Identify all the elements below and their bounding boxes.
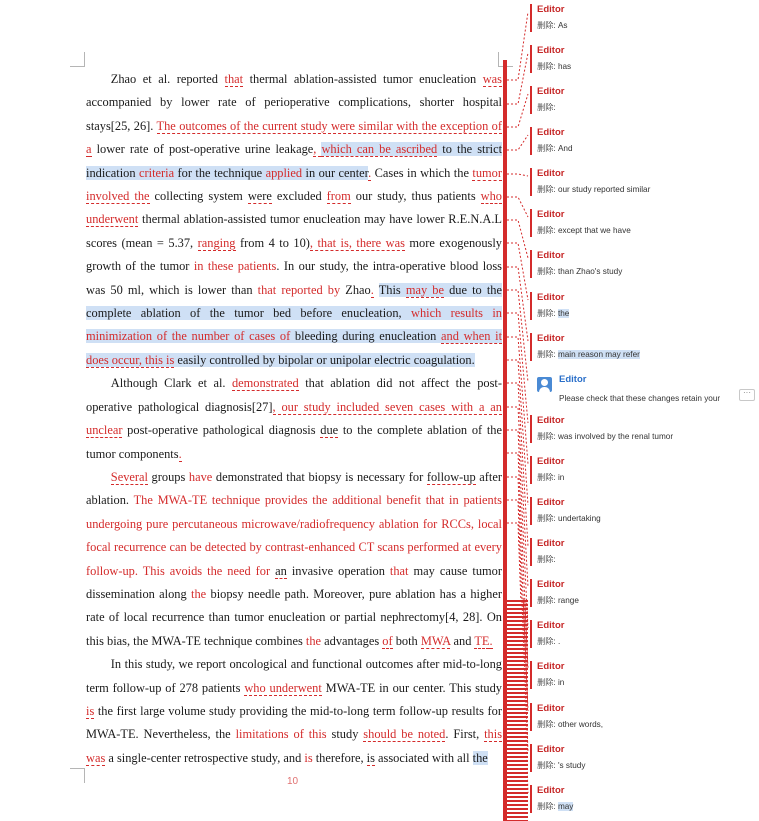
revision-balloon[interactable] (530, 785, 759, 813)
revision-balloon[interactable] (530, 86, 759, 114)
leader-line (507, 337, 528, 464)
revision-content (537, 472, 759, 484)
deleted-text: undertaking (557, 514, 601, 523)
leader-line (507, 313, 528, 423)
deleted-text: in (557, 473, 565, 482)
deletion-label: 删除: (537, 350, 556, 359)
comment-author: Editor (559, 374, 587, 385)
leader-line (507, 12, 528, 80)
revision-content (537, 677, 759, 689)
deletion-label: 删除: (537, 309, 556, 318)
revision-balloon[interactable] (530, 497, 759, 525)
leader-line (507, 220, 528, 258)
revision-content (537, 349, 759, 361)
deleted-text: range (557, 596, 579, 605)
revision-balloon[interactable] (530, 538, 759, 566)
deleted-text: than Zhao's study (557, 267, 623, 276)
paragraph[interactable]: In this study, we report oncological and functional outcomes after mid-to-long term follow-up of 278 patients who underwent MWA-TE in our center. This study is the first large volume study providing the mid-to-long term follow-up results for MWA-TE. Nevertheless, the limitations of this study should be noted. First, this was a single-center retrospective study, and is therefore, is associated with all the (86, 657, 503, 765)
comments-pane (530, 0, 759, 821)
deleted-text: was involved by the renal tumor (557, 432, 674, 441)
revision-author: Editor (537, 292, 565, 303)
revision-author: Editor (537, 538, 565, 549)
deleted-text: As (557, 21, 568, 30)
deleted-text: main reason may refer (557, 350, 640, 359)
deleted-text: in (557, 678, 565, 687)
document-body[interactable] (86, 68, 502, 770)
revision-balloon[interactable] (530, 333, 759, 361)
revision-author: Editor (537, 168, 565, 179)
deletion-label: 删除: (537, 21, 556, 30)
revision-author: Editor (537, 209, 565, 220)
revision-author: Editor (537, 744, 565, 755)
page-number: 10 (287, 776, 299, 787)
deletion-label: 删除: (537, 144, 556, 153)
deleted-text: . (557, 637, 561, 646)
revision-author: Editor (537, 333, 565, 344)
revision-author: Editor (537, 250, 565, 261)
revision-balloon[interactable] (530, 661, 759, 689)
deletion-label: 删除: (537, 62, 556, 71)
overflow-connector-marks (506, 600, 528, 821)
leader-line (507, 430, 528, 628)
revision-balloon[interactable] (530, 45, 759, 73)
deletion-label: 删除: (537, 555, 556, 564)
deletion-label: 删除: (537, 637, 556, 646)
revision-author: Editor (537, 661, 565, 672)
revision-balloon[interactable] (530, 579, 759, 607)
deletion-label: 删除: (537, 720, 556, 729)
deleted-text: may (557, 802, 574, 811)
paragraph[interactable]: Several groups have demonstrated that biopsy is necessary for follow-up after ablation. The MWA-TE technique provides the additional benefit that in patients undergoing pure percutaneous microwave/radiofrequency ablation for RCCs, local focal recurrence can be detected by contrast-enhanced CT scans performed at every follow-up. This avoids the need for an invasive operation that may cause tumor dissemination along the biopsy needle path. Moreover, pure ablation has a higher rate of local recurrence than tumor enucleation or partial nephrectomy[4, 28]. On this bias, the MWA-TE technique combines the advantages of both MWA and TE. (86, 469, 502, 648)
revision-content (537, 431, 759, 443)
revision-balloon[interactable] (530, 620, 759, 648)
revision-balloon[interactable] (530, 292, 759, 320)
revision-author: Editor (537, 579, 565, 590)
revision-balloon[interactable] (530, 250, 759, 278)
revision-balloon[interactable] (530, 415, 759, 443)
deletion-label: 删除: (537, 596, 556, 605)
revision-author: Editor (537, 86, 565, 97)
deleted-text: except that we have (557, 226, 631, 235)
deletion-label: 删除: (537, 473, 556, 482)
deleted-text: the (557, 309, 570, 318)
deletion-label: 删除: (537, 802, 556, 811)
revision-author: Editor (537, 456, 565, 467)
leader-line (507, 174, 528, 176)
revision-balloon[interactable] (530, 703, 759, 731)
revision-balloon[interactable] (530, 744, 759, 772)
revision-content (537, 61, 759, 73)
more-options-button[interactable]: ··· (739, 389, 755, 401)
deletion-label: 删除: (537, 432, 556, 441)
deleted-text: other words, (557, 720, 603, 729)
revision-content (537, 308, 759, 320)
leader-line (507, 360, 528, 505)
deleted-text: And (557, 144, 573, 153)
leader-line (507, 407, 528, 587)
deletion-label: 删除: (537, 761, 556, 770)
revision-balloon[interactable] (530, 4, 759, 32)
leader-line (507, 197, 528, 217)
paragraph[interactable]: Although Clark et al. demonstrated that ablation did not affect the post-operative pathological diagnosis[27], our study included seven cases with a an unclear post-operative pathological diagnosis due to the complete ablation of the tumor components. (86, 376, 503, 461)
revision-content (537, 801, 759, 813)
deleted-text: our study reported similar (557, 185, 651, 194)
revision-content (537, 225, 759, 237)
revision-author: Editor (537, 4, 565, 15)
revision-author: Editor (537, 45, 565, 56)
revision-balloon[interactable] (530, 127, 759, 155)
revision-balloon[interactable] (530, 209, 759, 237)
revision-content (537, 143, 759, 155)
crop-mark-top-left (70, 52, 85, 67)
leader-line (507, 290, 528, 382)
revision-author: Editor (537, 127, 565, 138)
crop-mark-bottom-left (70, 768, 85, 783)
revision-author: Editor (537, 785, 565, 796)
revision-author: Editor (537, 497, 565, 508)
revision-author: Editor (537, 415, 565, 426)
leader-line (507, 135, 528, 150)
revision-content (537, 636, 759, 648)
leader-line (507, 383, 528, 546)
paragraph[interactable]: Zhao et al. reported that thermal ablation-assisted tumor enucleation was accompanied by lower rate of perioperative complications, shorter hospital stays[25, 26]. The outcomes of the current study were similar with the exception of a lower rate of post-operative urine leakage, which can be ascribed to the strict indication criteria for the technique applied in our center. Cases in which the tumor involved the collecting system were excluded from our study, thus patients who underwent thermal ablation-assisted tumor enucleation may have lower R.E.N.A.L scores (mean = 5.37, ranging from 4 to 10), that is, there was more exogenously growth of the tumor in these patients. In our study, the intra-operative blood loss was 50 ml, which is lower than that reported by Zhao. This may be due to the complete ablation of the tumor bed before enucleation, which results in minimization of the number of cases of bleeding during enucleation and when it does occur, this is easily controlled by bipolar or unipolar electric coagulation. (86, 72, 503, 367)
deletion-label: 删除: (537, 678, 556, 687)
revision-content (537, 554, 759, 566)
deletion-label: 删除: (537, 267, 556, 276)
deletion-label: 删除: (537, 185, 556, 194)
revision-author: Editor (537, 620, 565, 631)
leader-line (507, 267, 528, 341)
revision-content (537, 760, 759, 772)
comment-text: Please check that these changes retain your (559, 394, 721, 403)
deleted-text: has (557, 62, 572, 71)
deletion-label: 删除: (537, 103, 556, 112)
deleted-text: 's study (557, 761, 586, 770)
deletion-label: 删除: (537, 226, 556, 235)
revision-balloon[interactable] (530, 168, 759, 196)
revision-content (537, 184, 759, 196)
revision-author: Editor (537, 703, 565, 714)
revision-content (537, 595, 759, 607)
revision-content (537, 266, 759, 278)
deletion-label: 删除: (537, 514, 556, 523)
revision-content (537, 719, 759, 731)
user-avatar-icon (537, 377, 552, 392)
leader-line (507, 243, 528, 300)
revision-content (537, 102, 759, 114)
revision-content (537, 513, 759, 525)
leader-line (507, 94, 528, 127)
comment-balloon[interactable] (530, 374, 752, 404)
revision-balloon[interactable] (530, 456, 759, 484)
revision-content (537, 20, 759, 32)
